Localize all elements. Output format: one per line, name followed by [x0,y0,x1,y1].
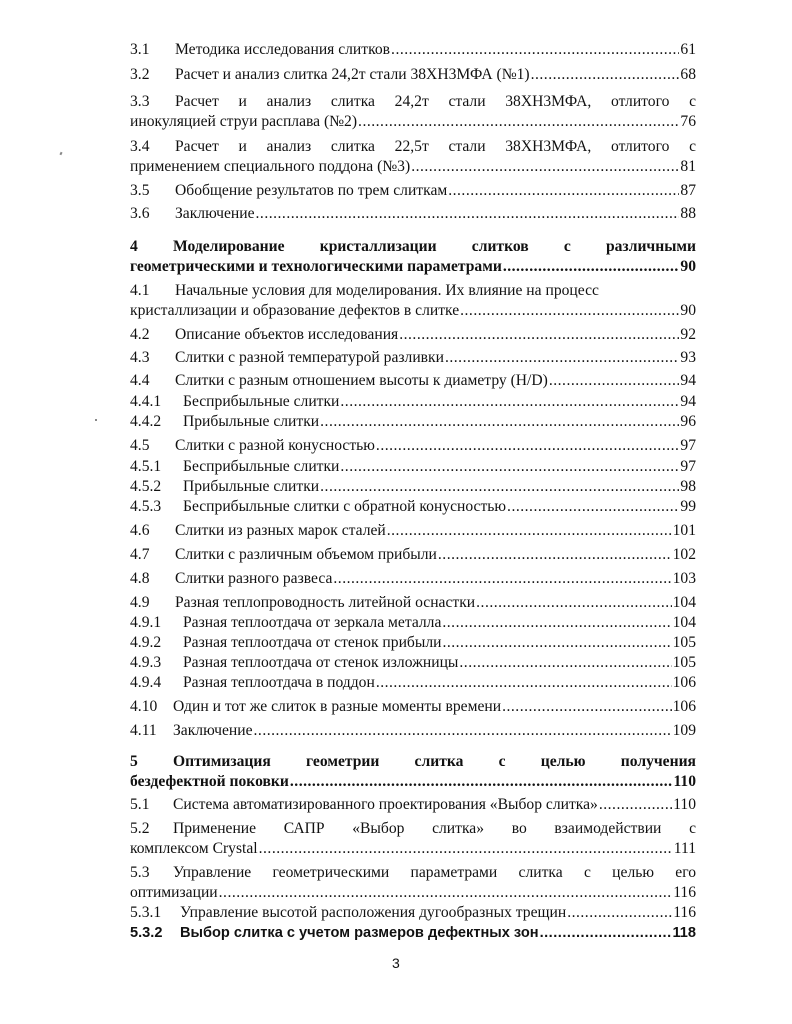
toc-entry-title-line2: инокуляцией струи расплава (№2) [130,113,358,130]
toc-entry-title: Разная теплоотдача от стенок прибыли [183,634,442,651]
toc-entry-title: Бесприбыльные слитки [183,458,340,475]
toc-entry-number: 4.9 [130,594,150,611]
toc-chapter-title-line1 [130,237,696,257]
toc-entry-page: 68 [680,66,696,83]
toc-entry-number: 5.3.2 [130,925,163,941]
toc-entry-page: 110 [673,796,696,813]
dot-leader [399,325,679,345]
toc-entry-title: Бесприбыльные слитки [183,393,340,410]
dot-leader [599,795,672,815]
dot-leader [387,521,672,541]
toc-entry-4-5-1[interactable] [130,457,696,477]
toc-entry-number: 3.3 [130,93,150,110]
toc-entry-page: 90 [680,258,696,275]
toc-entry-5-3[interactable] [130,863,696,903]
toc-entry-title: Слитки с разной конусностью [175,437,375,454]
toc-entry-page: 101 [672,522,696,539]
toc-entry-5-2[interactable] [130,819,696,859]
toc-entry-4-9-3[interactable] [130,653,696,673]
toc-entry-5-3-2[interactable] [130,923,696,943]
toc-entry-page: 96 [680,413,696,430]
toc-entry-number: 5.2 [130,820,150,837]
dot-leader [254,721,672,741]
toc-entry-number: 3.1 [130,41,150,58]
toc-entry-4-3[interactable] [130,348,696,368]
dot-leader [442,613,671,633]
toc-entry-number: 3.4 [130,138,150,155]
toc-entry-title-line2: комплексом Crystal [130,840,258,857]
dot-leader [259,839,673,859]
toc-entry-title: Разная теплопроводность литейной оснастки [175,594,476,611]
dot-leader [376,436,679,456]
toc-entry-number: 4.6 [130,522,150,539]
toc-entry-page: 104 [672,614,696,631]
toc-entry-4-4[interactable] [130,371,696,391]
toc-entry-title: Прибыльные слитки [183,478,320,495]
toc-entry-number: 4.5.1 [130,458,162,475]
toc-entry-number: 4.10 [130,698,158,715]
toc-entry-number: 5.3 [130,864,150,881]
toc-entry-title: Разная теплоотдача от стенок изложницы [183,654,459,671]
dot-leader [531,65,680,85]
toc-entry-title: Выбор слитка с учетом размеров дефектных зон [180,925,539,941]
toc-entry-4-4-1[interactable] [130,392,696,412]
toc-entry-title: Система автоматизированного проектирования «Выбор слитка» [173,796,598,813]
toc-entry-number: 5.1 [130,796,150,813]
toc-chapter-4[interactable] [130,237,696,277]
toc-entry-page: 93 [680,349,696,366]
toc-entry-4-5[interactable] [130,436,696,456]
toc-entry-4-9-1[interactable] [130,613,696,633]
toc-entry-title: Разная теплоотдача в поддон [183,674,375,691]
toc-entry-page: 110 [673,773,696,790]
toc-entry-number: 5.3.1 [130,904,162,921]
dot-leader [358,112,679,132]
toc-entry-title: Управление высотой расположения дугообразных трещин [180,904,567,921]
toc-entry-4-9-2[interactable] [130,633,696,653]
toc-entry-title-line1: Расчет и анализ слитка 24,2т стали 38ХН3МФА, отлитого с [175,93,696,110]
toc-entry-title-line1: Применение САПР «Выбор слитка» во взаимодействии с [173,820,696,837]
dot-leader [502,697,672,717]
toc-entry-page: 118 [672,925,696,941]
toc-entry-title-line1: Начальные условия для моделирования. Их влияние на процесс [175,282,599,299]
toc-entry-number: 4.3 [130,349,150,366]
toc-entry-title: Обобщение результатов по трем слиткам [175,182,448,199]
toc-chapter-5[interactable] [130,752,696,792]
dot-leader [445,348,679,368]
toc-entry-title-line1: Управление геометрическими параметрами слитка с целью его [173,864,696,881]
toc-entry-title: Расчет и анализ слитка 24,2т стали 38ХН3МФА (№1) [175,66,530,83]
dot-leader [503,257,680,277]
toc-entry-page: 102 [672,546,696,563]
dot-leader [290,772,673,792]
dot-leader [411,157,679,177]
toc-entry-page: 105 [672,634,696,651]
toc-entry-3-3[interactable] [130,92,696,132]
toc-entry-4-4-2[interactable] [130,412,696,432]
toc-entry-number: 4.2 [130,326,150,343]
toc-entry-title-line2: кристаллизации и образование дефектов в слитке [130,302,460,319]
toc-entry-title-line1: Расчет и анализ слитка 22,5т стали 38ХН3МФА, отлитого с [175,138,696,155]
toc-entry-4-9[interactable] [130,593,696,613]
toc-entry-number: 4.9.1 [130,614,162,631]
toc-entry-number: 4.8 [130,570,150,587]
toc-entry-4-5-3[interactable] [130,497,696,517]
dot-leader [320,477,679,497]
toc-entry-number: 4.5 [130,437,150,454]
toc-entry-title: Слитки с различным объемом прибыли [175,546,437,563]
dot-leader [320,412,679,432]
dot-leader [376,673,672,693]
scan-speck [95,419,97,421]
toc-entry-page: 98 [680,478,696,495]
toc-entry-page: 106 [672,698,696,715]
toc-chapter-title-text: Оптимизация геометрии слитка с целью получения [173,753,696,770]
toc-entry-number: 4.1 [130,282,150,299]
dot-leader [549,371,680,391]
toc-entry-title: Слитки с разным отношением высоты к диаметру (H/D) [175,372,548,389]
dot-leader [256,204,680,224]
dot-leader [442,633,671,653]
toc-entry-title-line2: оптимизации [130,884,218,901]
toc-entry-4-1[interactable] [130,281,696,321]
toc-entry-4-10[interactable] [130,697,696,717]
toc-entry-title: Слитки с разной температурой разливки [175,349,444,366]
toc-entry-number: 4.9.2 [130,634,162,651]
toc-chapter-title-line2: бездефектной поковки [130,773,289,790]
toc-entry-4-7[interactable] [130,545,696,565]
toc-entry-number: 4.11 [130,722,157,739]
toc-entry-title: Разная теплоотдача от зеркала металла [183,614,442,631]
toc-entry-page: 106 [672,674,696,691]
toc-entry-title: Прибыльные слитки [183,413,320,430]
dot-leader [391,40,679,60]
toc-entry-number: 4.4.1 [130,393,162,410]
toc-entry-title: Один и тот же слиток в разные моменты времени [173,698,502,715]
dot-leader [507,497,679,517]
scan-speck [59,152,62,156]
toc-entry-page: 109 [672,722,696,739]
toc-entry-title: Методика исследования слитков [175,41,391,58]
toc-entry-3-2[interactable] [130,65,696,85]
toc-entry-4-6[interactable] [130,521,696,541]
toc-entry-3-5[interactable] [130,181,696,201]
dot-leader [340,392,679,412]
toc-entry-3-4[interactable] [130,137,696,177]
toc-entry-page: 90 [680,302,696,319]
page-number: 3 [392,955,400,971]
toc-entry-page: 111 [673,840,696,857]
toc-chapter-number: 5 [130,753,138,770]
toc-entry-number: 4.5.3 [130,498,162,515]
toc-entry-page: 87 [680,182,696,199]
toc-chapter-number: 4 [130,238,138,255]
toc-entry-page: 105 [672,654,696,671]
toc-entry-page: 104 [672,594,696,611]
toc-entry-title: Заключение [175,205,255,222]
toc-chapter-title-text: Моделирование кристаллизации слитков с различными [172,238,696,255]
toc-entry-page: 116 [673,904,696,921]
toc-entry-4-9-4[interactable] [130,673,696,693]
toc-entry-number: 4.7 [130,546,150,563]
toc-entry-page: 99 [680,498,696,515]
toc-entry-title-line2: применением специального поддона (№3) [130,158,411,175]
toc-entry-number: 4.5.2 [130,478,162,495]
dot-leader [438,545,672,565]
toc-entry-page: 61 [680,41,696,58]
toc-entry-number: 4.4 [130,372,150,389]
dot-leader [219,883,673,903]
toc-entry-page: 97 [680,437,696,454]
toc-entry-page: 116 [673,884,696,901]
dot-leader [476,593,671,613]
dot-leader [567,903,672,923]
toc-chapter-title-line2: геометрическими и технологическими параметрами [130,258,502,275]
toc-entry-page: 88 [680,205,696,222]
toc-entry-page: 76 [680,113,696,130]
toc-entry-number: 3.2 [130,66,150,83]
toc-entry-number: 3.5 [130,182,150,199]
toc-entry-4-5-2[interactable] [130,477,696,497]
dot-leader [540,923,672,943]
toc-entry-page: 103 [672,570,696,587]
toc-entry-4-2[interactable] [130,325,696,345]
toc-entry-number: 4.9.4 [130,674,162,691]
toc-entry-title: Слитки из разных марок сталей [175,522,386,539]
toc-entry-page: 81 [680,158,696,175]
toc-entry-title: Бесприбыльные слитки с обратной конусностью [183,498,507,515]
toc-entry-title: Описание объектов исследования [175,326,399,343]
dot-leader [333,569,671,589]
dot-leader [459,653,671,673]
toc-entry-3-1[interactable] [130,40,696,60]
dot-leader [448,181,679,201]
toc-entry-4-11[interactable] [130,721,696,741]
toc-entry-number: 3.6 [130,205,150,222]
toc-chapter-title-line1 [130,752,696,772]
toc-entry-title: Заключение [173,722,253,739]
toc-entry-5-1[interactable] [130,795,696,815]
toc-entry-page: 94 [680,393,696,410]
dot-leader [460,301,679,321]
toc-entry-4-8[interactable] [130,569,696,589]
toc-entry-3-6[interactable] [130,204,696,224]
toc-entry-number: 4.9.3 [130,654,162,671]
dot-leader [340,457,679,477]
toc-entry-page: 94 [680,372,696,389]
toc-entry-page: 97 [680,458,696,475]
toc-entry-page: 92 [680,326,696,343]
toc-entry-5-3-1[interactable] [130,903,696,923]
toc-entry-number: 4.4.2 [130,413,162,430]
toc-entry-title: Слитки разного развеса [175,570,333,587]
